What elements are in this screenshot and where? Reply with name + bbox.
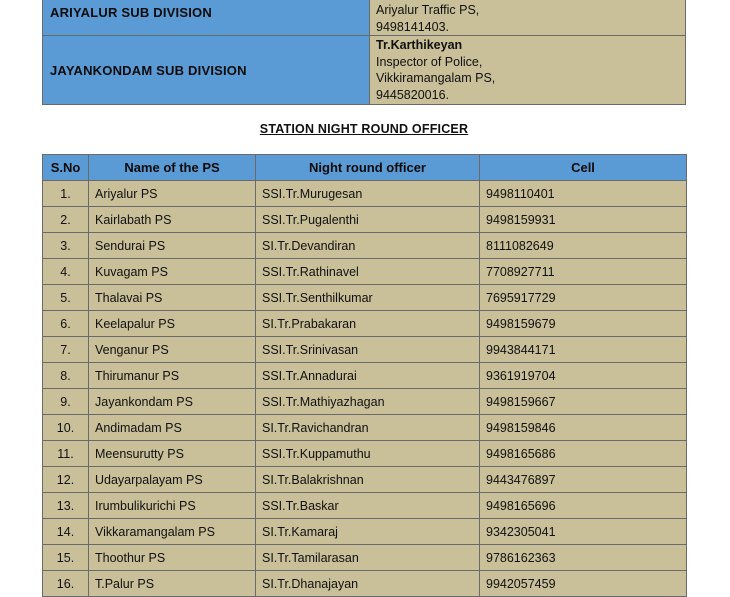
row-ps-name: Thoothur PS: [89, 545, 256, 571]
officer-line: 9445820016.: [376, 87, 449, 102]
table-row: [43, 441, 687, 467]
sub-division-officer: [370, 0, 686, 36]
row-officer: SSI.Tr.Rathinavel: [256, 259, 480, 285]
row-sno: 1.: [43, 181, 89, 207]
row-sno: 11.: [43, 441, 89, 467]
row-officer: SI.Tr.Prabakaran: [256, 311, 480, 337]
table-header-row: [43, 155, 687, 181]
row-officer: SSI.Tr.Mathiyazhagan: [256, 389, 480, 415]
row-sno: 14.: [43, 519, 89, 545]
row-ps-name: Andimadam PS: [89, 415, 256, 441]
table-row: [43, 233, 687, 259]
row-officer: SI.Tr.Kamaraj: [256, 519, 480, 545]
row-sno: 16.: [43, 571, 89, 597]
row-ps-name: Sendurai PS: [89, 233, 256, 259]
row-ps-name: Kairlabath PS: [89, 207, 256, 233]
row-officer: SI.Tr.Dhanajayan: [256, 571, 480, 597]
row-cell: 9498110401: [480, 181, 687, 207]
sub-division-table: [42, 0, 686, 105]
column-header-sno: S.No: [43, 155, 89, 181]
table-body: [43, 181, 687, 597]
table-row: [43, 285, 687, 311]
row-ps-name: Vikkaramangalam PS: [89, 519, 256, 545]
row-sno: 8.: [43, 363, 89, 389]
row-ps-name: Jayankondam PS: [89, 389, 256, 415]
table-row: [43, 467, 687, 493]
table-row: [43, 571, 687, 597]
row-sno: 3.: [43, 233, 89, 259]
row-cell: 9943844171: [480, 337, 687, 363]
row-sno: 6.: [43, 311, 89, 337]
table-row: [43, 545, 687, 571]
sub-division-name: JAYANKONDAM SUB DIVISION: [43, 36, 370, 105]
row-officer: SSI.Tr.Kuppamuthu: [256, 441, 480, 467]
row-cell: 9498165696: [480, 493, 687, 519]
row-sno: 4.: [43, 259, 89, 285]
row-sno: 13.: [43, 493, 89, 519]
row-officer: SI.Tr.Devandiran: [256, 233, 480, 259]
column-header-ps: Name of the PS: [89, 155, 256, 181]
column-header-cell: Cell: [480, 155, 687, 181]
table-row: [43, 389, 687, 415]
row-ps-name: Venganur PS: [89, 337, 256, 363]
row-ps-name: Udayarpalayam PS: [89, 467, 256, 493]
officer-name: Tr.Karthikeyan: [376, 38, 463, 52]
table-row: [43, 363, 687, 389]
sub-division-name: ARIYALUR SUB DIVISION: [43, 0, 370, 36]
row-cell: 9443476897: [480, 467, 687, 493]
row-officer: SI.Tr.Ravichandran: [256, 415, 480, 441]
table-row: [43, 337, 687, 363]
row-cell: 9498159679: [480, 311, 687, 337]
table-row: [43, 519, 687, 545]
officer-line: Vikkiramangalam PS,: [376, 71, 496, 85]
row-officer: SSI.Tr.Baskar: [256, 493, 480, 519]
table-row: [43, 207, 687, 233]
row-cell: 9498159667: [480, 389, 687, 415]
row-cell: 9342305041: [480, 519, 687, 545]
row-cell: 9361919704: [480, 363, 687, 389]
table-row: [43, 415, 687, 441]
table-row: [43, 259, 687, 285]
row-ps-name: Thirumanur PS: [89, 363, 256, 389]
column-header-officer: Night round officer: [256, 155, 480, 181]
row-cell: 9498159931: [480, 207, 687, 233]
sub-division-row: [43, 0, 686, 36]
row-ps-name: Kuvagam PS: [89, 259, 256, 285]
sub-division-row: [43, 36, 686, 105]
row-ps-name: Thalavai PS: [89, 285, 256, 311]
row-sno: 12.: [43, 467, 89, 493]
row-ps-name: Keelapalur PS: [89, 311, 256, 337]
row-ps-name: T.Palur PS: [89, 571, 256, 597]
row-sno: 9.: [43, 389, 89, 415]
officer-line: Ariyalur Traffic PS,: [376, 3, 480, 17]
row-officer: SSI.Tr.Murugesan: [256, 181, 480, 207]
row-cell: 9786162363: [480, 545, 687, 571]
row-officer: SSI.Tr.Annadurai: [256, 363, 480, 389]
row-officer: SSI.Tr.Pugalenthi: [256, 207, 480, 233]
table-row: [43, 493, 687, 519]
row-sno: 15.: [43, 545, 89, 571]
row-sno: 10.: [43, 415, 89, 441]
officer-line: 9498141403.: [376, 19, 449, 34]
row-sno: 5.: [43, 285, 89, 311]
section-heading: STATION NIGHT ROUND OFFICER: [259, 122, 469, 136]
row-ps-name: Ariyalur PS: [89, 181, 256, 207]
row-cell: 8111082649: [480, 233, 687, 259]
row-officer: SSI.Tr.Senthilkumar: [256, 285, 480, 311]
row-officer: SI.Tr.Balakrishnan: [256, 467, 480, 493]
row-cell: 7695917729: [480, 285, 687, 311]
row-cell: 9942057459: [480, 571, 687, 597]
row-officer: SI.Tr.Tamilarasan: [256, 545, 480, 571]
row-sno: 7.: [43, 337, 89, 363]
night-round-table: [42, 154, 687, 597]
row-cell: 9498159846: [480, 415, 687, 441]
table-row: [43, 311, 687, 337]
sub-division-officer: [370, 36, 686, 105]
row-ps-name: Irumbulikurichi PS: [89, 493, 256, 519]
row-cell: 7708927711: [480, 259, 687, 285]
row-officer: SSI.Tr.Srinivasan: [256, 337, 480, 363]
table-row: [43, 181, 687, 207]
officer-line: Inspector of Police,: [376, 54, 483, 69]
row-sno: 2.: [43, 207, 89, 233]
row-cell: 9498165686: [480, 441, 687, 467]
row-ps-name: Meensurutty PS: [89, 441, 256, 467]
